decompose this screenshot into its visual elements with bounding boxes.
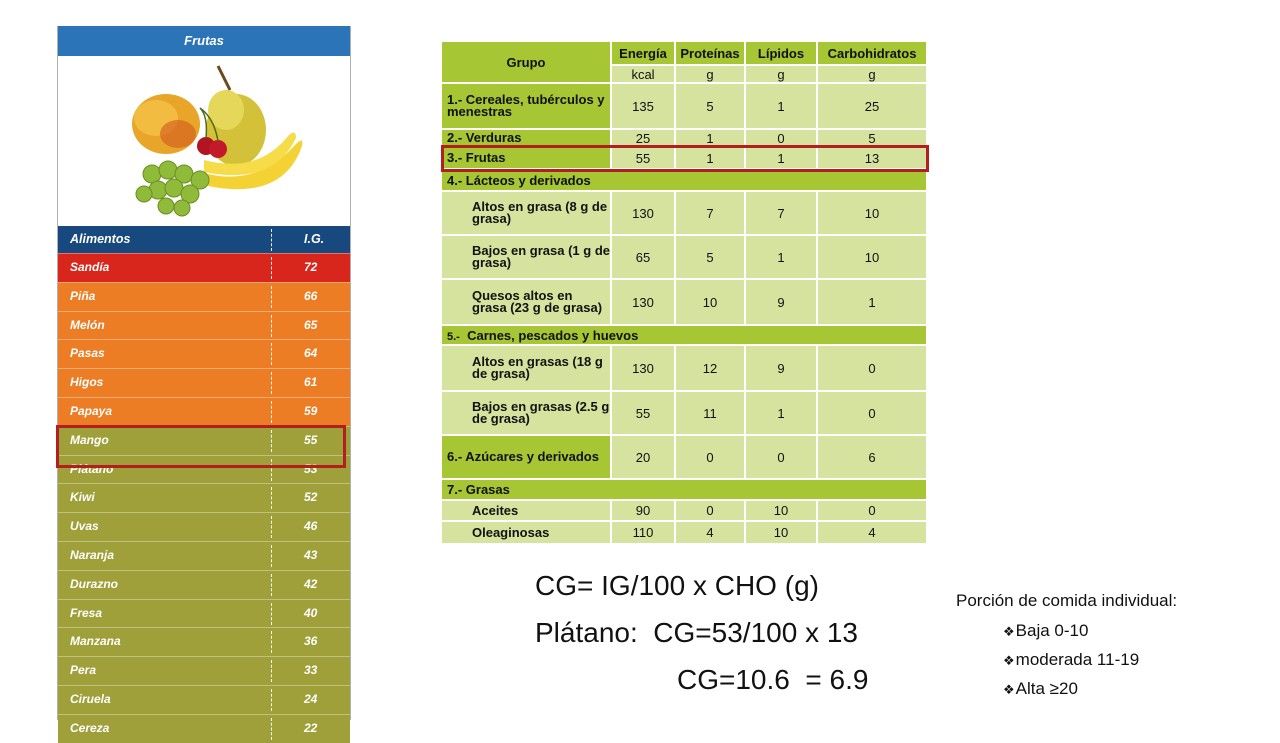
gi-row	[58, 483, 350, 512]
cell-lipids: 7	[745, 191, 817, 235]
group-name: Carnes, pescados y huevos	[467, 327, 639, 343]
cell-lipids: 1	[745, 83, 817, 129]
gi-value: 43	[304, 548, 318, 562]
formula-line-3: CG=10.6 = 6.9	[677, 664, 869, 695]
cell-protein: 0	[675, 435, 745, 479]
cell-carbs: 25	[817, 83, 927, 129]
cell-protein: 5	[675, 235, 745, 279]
diamond-bullet-icon: ❖	[1003, 624, 1015, 639]
platano-highlight-box	[56, 425, 346, 468]
cell-carbs: 5	[817, 129, 927, 147]
table-row	[441, 500, 927, 521]
header-energy: Energía	[611, 41, 675, 65]
gi-row	[58, 368, 350, 397]
cell-carbs: 10	[817, 235, 927, 279]
cell-lipids: 0	[745, 435, 817, 479]
cell-carbs: 6	[817, 435, 927, 479]
cell-kcal: 130	[611, 191, 675, 235]
gi-value: 66	[304, 288, 318, 303]
group-number: 5.-	[447, 330, 460, 343]
gi-row	[58, 599, 350, 628]
portion-item-label: Alta ≥20	[1015, 679, 1078, 698]
group-label: 7.- Grasas	[441, 479, 927, 500]
cell-carbs: 13	[817, 147, 927, 169]
cell-protein: 0	[675, 500, 745, 521]
gi-value: 59	[304, 404, 318, 418]
table-row	[441, 391, 927, 435]
unit-carbs: g	[817, 65, 927, 83]
cell-carbs: 10	[817, 191, 927, 235]
gi-row	[58, 541, 350, 570]
gi-value: 65	[304, 317, 318, 332]
gi-food-name: Cereza	[70, 720, 110, 735]
cell-lipids: 10	[745, 500, 817, 521]
gi-food-name: Manzana	[70, 634, 121, 649]
gi-food-name: Pasas	[70, 346, 105, 361]
frutas-highlight-box	[441, 145, 929, 172]
diamond-bullet-icon: ❖	[1003, 653, 1015, 668]
gi-value: 36	[304, 634, 318, 649]
formula-line-1: CG= IG/100 x CHO (g)	[535, 570, 819, 601]
table-row	[441, 345, 927, 391]
gi-row	[58, 282, 350, 311]
gi-value: 40	[304, 605, 318, 620]
gi-food-name: Higos	[70, 375, 104, 390]
cell-kcal: 65	[611, 235, 675, 279]
cell-kcal: 135	[611, 83, 675, 129]
cell-lipids: 1	[745, 391, 817, 435]
row-label: 3.- Frutas	[441, 147, 611, 169]
gi-value: 72	[304, 260, 318, 274]
portion-item-moderate	[1003, 650, 1139, 670]
row-label: 2.- Verduras	[441, 129, 611, 147]
row-label: Bajos en grasas (2.5 g de grasa)	[441, 391, 611, 435]
fruit-panel-title: Frutas	[58, 26, 350, 56]
gi-row	[58, 397, 350, 426]
diamond-bullet-icon: ❖	[1003, 682, 1015, 697]
formula-line-2: Plátano: CG=53/100 x 13	[535, 617, 858, 648]
gi-row	[58, 627, 350, 656]
gi-row	[58, 512, 350, 541]
cell-carbs: 4	[817, 521, 927, 544]
cell-protein: 7	[675, 191, 745, 235]
cell-kcal: 90	[611, 500, 675, 521]
cell-carbs: 1	[817, 279, 927, 325]
cell-carbs: 0	[817, 500, 927, 521]
cell-carbs: 0	[817, 345, 927, 391]
header-group: Grupo	[441, 41, 611, 83]
row-label: Bajos en grasa (1 g de grasa)	[441, 235, 611, 279]
row-label: Aceites	[441, 500, 611, 521]
table-row	[441, 83, 927, 129]
gi-value: 53	[304, 461, 318, 476]
cell-lipids: 10	[745, 521, 817, 544]
portion-title: Porción de comida individual:	[956, 591, 1178, 610]
table-row	[441, 521, 927, 544]
header-carbs: Carbohidratos	[817, 41, 927, 65]
gi-value: 24	[304, 692, 318, 706]
gi-food-name: Plátano	[70, 461, 114, 476]
cell-lipids: 1	[745, 235, 817, 279]
cell-kcal: 55	[611, 147, 675, 169]
cell-kcal: 130	[611, 279, 675, 325]
gi-row	[58, 570, 350, 599]
fruit-illustration	[58, 56, 350, 226]
gi-food-name: Melón	[70, 317, 105, 332]
group-row	[441, 325, 927, 345]
gi-food-name: Mango	[70, 432, 109, 447]
gi-food-name: Ciruela	[70, 692, 111, 706]
portion-item-low	[1003, 621, 1088, 641]
cell-protein: 4	[675, 521, 745, 544]
gi-row	[58, 311, 350, 340]
unit-lipids: g	[745, 65, 817, 83]
gi-row	[58, 253, 350, 282]
gi-food-name: Uvas	[70, 519, 99, 534]
gi-value: 22	[304, 720, 318, 735]
header-protein: Proteínas	[675, 41, 745, 65]
gi-food-name: Naranja	[70, 548, 115, 562]
unit-protein: g	[675, 65, 745, 83]
cell-protein: 1	[675, 147, 745, 169]
gi-value: 33	[304, 663, 318, 678]
row-label: 1.- Cereales, tubérculos y menestras	[441, 83, 611, 129]
gi-food-name: Sandía	[70, 260, 110, 274]
gi-value: 64	[304, 346, 318, 361]
col-gi-label: I.G.	[304, 232, 325, 246]
row-label: Oleaginosas	[441, 521, 611, 544]
row-label: Altos en grasa (8 g de grasa)	[441, 191, 611, 235]
cell-kcal: 55	[611, 391, 675, 435]
cell-protein: 5	[675, 83, 745, 129]
table-row	[441, 279, 927, 325]
portion-item-high	[1003, 679, 1078, 699]
gi-row	[58, 339, 350, 368]
gi-row	[58, 656, 350, 685]
gi-value: 61	[304, 375, 318, 390]
row-label: 6.- Azúcares y derivados	[441, 435, 611, 479]
gi-food-name: Durazno	[70, 576, 118, 591]
gi-column-header	[58, 226, 350, 253]
gi-row	[58, 714, 350, 743]
table-row	[441, 191, 927, 235]
cell-kcal: 20	[611, 435, 675, 479]
unit-energy: kcal	[611, 65, 675, 83]
group-row	[441, 169, 927, 191]
header-lipids: Lípidos	[745, 41, 817, 65]
cell-lipids: 9	[745, 345, 817, 391]
gi-value: 46	[304, 519, 318, 534]
gi-food-name: Pera	[70, 663, 97, 678]
cell-carbs: 0	[817, 391, 927, 435]
col-food-label: Alimentos	[70, 232, 131, 246]
group-row	[441, 479, 927, 500]
gi-food-name: Papaya	[70, 404, 113, 418]
gi-food-name: Kiwi	[70, 490, 95, 505]
cell-lipids: 1	[745, 147, 817, 169]
cell-protein: 11	[675, 391, 745, 435]
table-row	[441, 435, 927, 479]
fruit-gi-panel	[57, 26, 351, 735]
cell-lipids: 0	[745, 129, 817, 147]
gi-food-name: Fresa	[70, 605, 103, 620]
cell-protein: 1	[675, 129, 745, 147]
portion-item-label: moderada 11-19	[1015, 650, 1140, 669]
cell-protein: 12	[675, 345, 745, 391]
cell-lipids: 9	[745, 279, 817, 325]
cell-kcal: 25	[611, 129, 675, 147]
gi-value: 52	[304, 490, 318, 505]
food-exchange-table	[440, 40, 928, 545]
gi-value: 55	[304, 432, 318, 447]
gi-food-name: Piña	[70, 288, 96, 303]
portion-item-label: Baja 0-10	[1015, 621, 1089, 640]
cell-kcal: 110	[611, 521, 675, 544]
row-label: Altos en grasas (18 g de grasa)	[441, 345, 611, 391]
cell-kcal: 130	[611, 345, 675, 391]
gi-row	[58, 685, 350, 714]
row-label: Quesos altos en grasa (23 g de grasa)	[441, 279, 611, 325]
cell-protein: 10	[675, 279, 745, 325]
table-row	[441, 235, 927, 279]
gi-value: 42	[304, 576, 318, 591]
group-label: 4.- Lácteos y derivados	[441, 169, 927, 191]
group-label	[441, 325, 927, 345]
